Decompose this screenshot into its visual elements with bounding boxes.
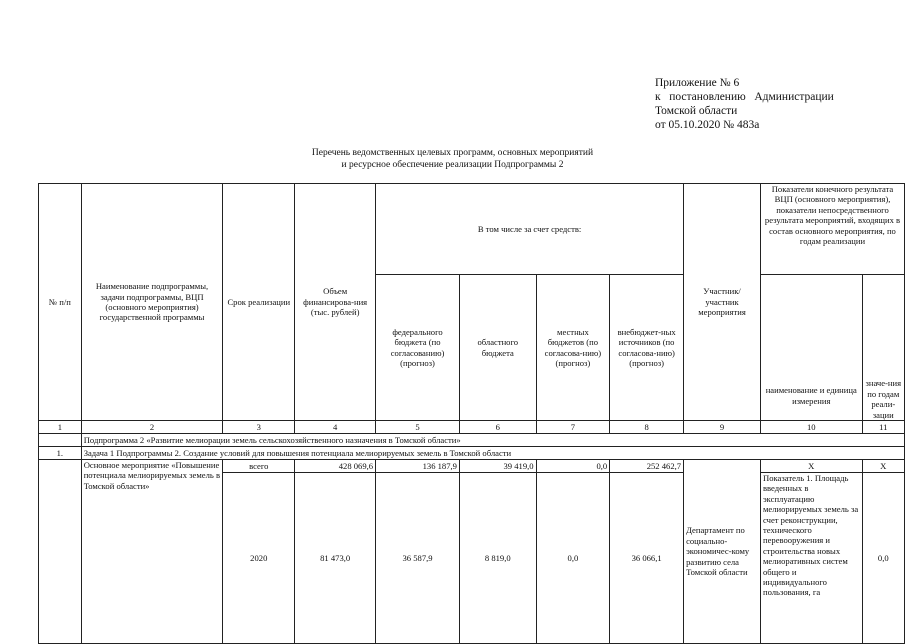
col-number: 3 (223, 421, 295, 434)
subprogram-num-cell (39, 434, 82, 447)
task-title: Задача 1 Подпрограммы 2. Создание условий для повышения потенциала мелиорируемых земель в Томской области (81, 447, 904, 460)
col-number: 2 (81, 421, 223, 434)
col-number: 11 (862, 421, 904, 434)
year-2020-offbudget: 36 066,1 (610, 473, 684, 644)
event-participant: Департамент по социально-экономичес-кому развитию села Томской области (684, 460, 761, 644)
program-table (38, 183, 905, 644)
header-local: местных бюджетов (по согласова-нию) (прогноз) (536, 275, 610, 421)
event-name: Основное мероприятие «Повышение потенциала мелиорируемых земель в Томской области» (81, 460, 223, 644)
document-title (0, 148, 905, 171)
title-line-2: и ресурсное обеспечение реализации Подпрограммы 2 (341, 159, 564, 170)
task-num: 1. (39, 447, 82, 460)
col-number: 10 (760, 421, 862, 434)
event-num-cell (39, 460, 82, 644)
col-number: 7 (536, 421, 610, 434)
col-number: 6 (459, 421, 536, 434)
total-federal: 136 187,9 (376, 460, 460, 473)
subprogram-title: Подпрограмма 2 «Развитие мелиорации земель сельскохозяйственного назначения в Томской области» (81, 434, 904, 447)
column-numbers-row (39, 421, 905, 434)
header-offbudget: внебюджет-ных источников (по согласова-нию) (прогноз) (610, 275, 684, 421)
col-number: 9 (684, 421, 761, 434)
header-participant: Участник/ участник мероприятия (684, 184, 761, 421)
total-indicator-name: X (760, 460, 862, 473)
header-indicator-value: значе-ния по годам реали-зации (862, 275, 904, 421)
year-2020-regional: 8 819,0 (459, 473, 536, 644)
header-volume: Объем финансирова-ния (тыс. рублей) (295, 184, 376, 421)
task-row (39, 447, 905, 460)
header-regional: областного бюджета (459, 275, 536, 421)
year-2020-federal: 36 587,9 (376, 473, 460, 644)
total-term: всего (223, 460, 295, 473)
title-line-1: Перечень ведомственных целевых программ, основных мероприятий (311, 148, 594, 158)
appendix-line-3: Томской области (655, 105, 738, 117)
total-regional: 39 419,0 (459, 460, 536, 473)
header-term: Срок реализации (223, 184, 295, 421)
header-num: № п/п (39, 184, 82, 421)
col-number: 4 (295, 421, 376, 434)
appendix-line-4: от 05.10.2020 № 483а (655, 119, 760, 131)
appendix-block (655, 76, 834, 132)
year-2020-volume: 81 473,0 (295, 473, 376, 644)
year-2020-indicator-name: Показатель 1. Площадь введенных в эксплуатацию мелиорируемых земель за счет реконструкции, технического перевооружения и строительства новых мелиоративных систем общего и индивидуального пользования, га (760, 473, 862, 644)
subprogram-row (39, 434, 905, 447)
total-indicator-value: X (862, 460, 904, 473)
appendix-line-1: Приложение № 6 (655, 77, 740, 89)
col-number: 8 (610, 421, 684, 434)
total-local: 0,0 (536, 460, 610, 473)
header-federal: федерального бюджета (по согласованию) (прогноз) (376, 275, 460, 421)
header-indicators: Показатели конечного результата ВЦП (основного мероприятия), показатели непосредственного результата мероприятий, входящих в состав основного мероприятия, по годам реализации (760, 184, 904, 275)
year-2020-local: 0,0 (536, 473, 610, 644)
event-total-row (39, 460, 905, 473)
col-number: 1 (39, 421, 82, 434)
header-including: В том числе за счет средств: (376, 184, 684, 275)
year-2020-term: 2020 (223, 473, 295, 644)
total-volume: 428 069,6 (295, 460, 376, 473)
year-2020-indicator-value: 0,0 (862, 473, 904, 644)
total-offbudget: 252 462,7 (610, 460, 684, 473)
header-indicator-name: наименование и единица измерения (760, 275, 862, 421)
col-number: 5 (376, 421, 460, 434)
appendix-line-2: к постановлению Администрации (655, 91, 834, 103)
header-name: Наименование подпрограммы, задачи подпрограммы, ВЦП (основного мероприятия) государственной программы (81, 184, 223, 421)
